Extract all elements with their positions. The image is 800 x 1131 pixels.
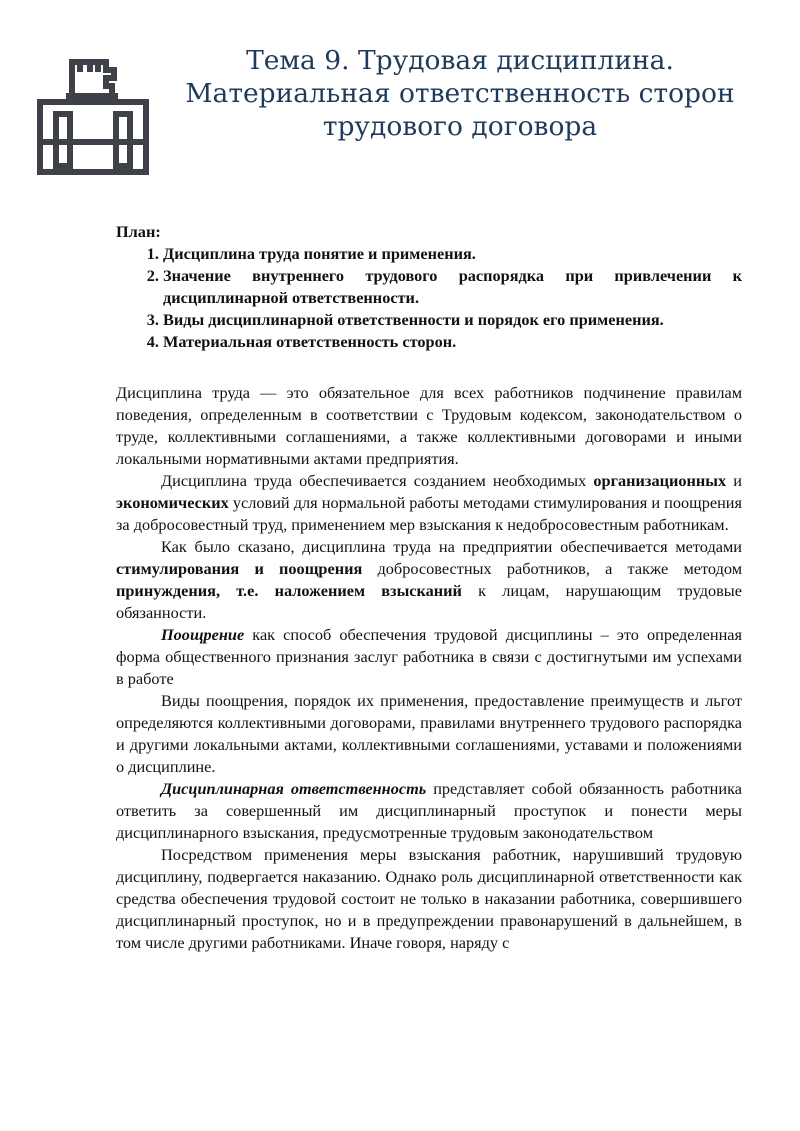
plan-item: 3. Виды дисциплинарной ответственности и порядок его применения. [163,309,742,331]
paragraph-disciplinary-liability: Дисциплинарная ответственность представляет собой обязанность работника ответить за совершенный им дисциплинарный проступок и понести меры дисциплинарного взыскания, предусмотренные трудовым законодательством [116,779,743,842]
spacer [116,353,742,382]
briefcase-hand-icon [36,56,152,176]
paragraph-discipline-definition: Дисциплина труда — это обязательное для всех работников подчинение правилам поведения, определенным в соответствии с Трудовым кодексом, законодательством о труде, коллективными соглашениями, а также коллективными договорами и иными локальными нормативными актами предприятия. [116,383,742,468]
plan-item: 1. Дисциплина труда понятие и применения. [163,243,742,265]
title-line-1: Тема 9. Трудовая дисциплина. [246,45,674,76]
paragraph-penalty: Посредством применения меры взыскания работник, нарушивший трудовую дисциплину, подвергается наказанию. Однако роль дисциплинарной ответственности как средства обеспечения трудовой состоит не только в наказании работника, совершившего дисциплинарный проступок, но и в предупреждении правонарушений в дальнейшем, в том числе другими работниками. Иначе говоря, наряду с [116,845,742,952]
title-line-2: Материальная ответственность сторон [185,78,735,109]
paragraph-methods: Как было сказано, дисциплина труда на предприятии обеспечивается методами стимулирования и поощрения добросовестных работников, а также методом принуждения, т.е. наложением взысканий к лицам, нарушающим трудовые обязанности. [116,537,742,622]
paragraph-encouragement: Поощрение как способ обеспечения трудовой дисциплины – это определенная форма общественного признания заслуг работника в связи с достигнутыми им успехами в работе [116,625,742,688]
paragraph-discipline-ensured: Дисциплина труда обеспечивается созданием необходимых организационных и экономических условий для нормальной работы методами стимулирования и поощрения за добросовестный труд, применением мер взыскания к недобросовестным работникам. [116,471,742,534]
document-body [116,221,742,954]
plan-item: 4. Материальная ответственность сторон. [163,331,742,353]
plan-item: 2. Значение внутреннего трудового распорядка при привлечении к дисциплинарной ответственности. [163,265,742,309]
page-title [160,44,760,143]
plan-heading: План: [116,222,161,241]
plan-list [116,243,742,353]
title-line-3: трудового договора [322,111,598,142]
paragraph-encouragement-types: Виды поощрения, порядок их применения, предоставление преимуществ и льгот определяются коллективными договорами, правилами внутреннего трудового распорядка и другими локальными актами, коллективными соглашениями, уставами и положениями о дисциплине. [116,691,742,776]
